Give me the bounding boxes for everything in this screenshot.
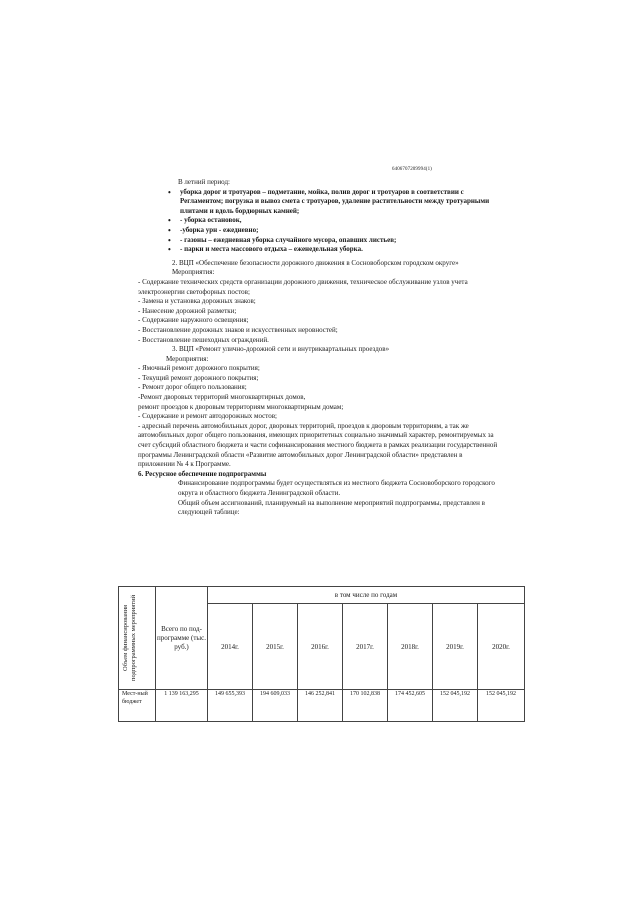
list-item: - Содержание технических средств организации дорожного движения, техническое обслуживание узлов учета электроэнергии светофорных постов; — [138, 277, 468, 296]
list-item: - Восстановление дорожных знаков и искусственных неровностей; — [138, 325, 338, 334]
bullet-icon: • — [168, 216, 171, 226]
cell-source: Мест-ный бюджет — [119, 690, 156, 722]
list-item: • - газоны – ежедневная уборка случайного мусора, опавших листьев; — [168, 235, 397, 245]
list-item: - Восстановление пешеходных ограждений. — [138, 335, 269, 344]
list-item: - Содержание и ремонт автодорожных мостов; — [138, 412, 277, 421]
bullet-icon: • — [168, 225, 171, 235]
cell-value: 152 045,192 — [478, 690, 525, 722]
header-year: 2018г. — [388, 604, 433, 690]
document-body — [138, 178, 498, 518]
bullet-icon: • — [168, 245, 171, 255]
summer-list — [138, 188, 498, 255]
list-item: • - парки и места массового отдыха – еженедельная уборка. — [168, 245, 363, 255]
section6-title: 6. Ресурсное обеспечение подпрограммы — [138, 469, 267, 478]
header-year: 2016г. — [298, 604, 343, 690]
header-source: Объем финансирования подпрограммных мероприятий — [119, 587, 156, 690]
header-years-group: в том числе по годам — [208, 587, 525, 604]
section6-paragraph-1: Финансирование подпрограммы будет осуществляться из местного бюджета Сосновоборского городского округа и областного бюджета Ленинградской области. — [178, 479, 495, 497]
list-item: - Нанесение дорожной разметки; — [138, 306, 237, 315]
bullet-icon: • — [168, 187, 171, 197]
section3-measures-label: Мероприятия: — [166, 354, 209, 363]
section6-paragraph-2: Общий объем ассигнований, планируемый на выполнение мероприятий подпрограммы, представлен в следующей таблице: — [178, 498, 485, 517]
document-code: 6406707209994(1) — [392, 167, 432, 172]
table-row — [119, 690, 525, 722]
section2-measures-label: Мероприятия: — [172, 268, 215, 277]
list-item: • уборка дорог и тротуаров – подметание, мойка, полив дорог и тротуаров в соответствии с Регламентом; погрузка и вывоз смета с тротуаров, удаление растительности между тротуарными плитами и вдоль бордюрных камней; — [168, 187, 490, 215]
list-item: • -уборка урн - ежедневно; — [168, 225, 259, 235]
list-item: - Текущий ремонт дорожного покрытия; — [138, 373, 259, 382]
header-total: Всего по под-программе (тыс. руб.) — [156, 587, 208, 690]
list-item: - Замена и установка дорожных знаков; — [138, 297, 256, 306]
cell-value: 170 102,838 — [343, 690, 388, 722]
list-item: ремонт проездов к дворовым территориям многоквартирным домам; — [138, 402, 344, 411]
header-year: 2020г. — [478, 604, 525, 690]
list-item: - Содержание наружного освещения; — [138, 316, 249, 325]
cell-value: 174 452,605 — [388, 690, 433, 722]
financing-table — [118, 586, 525, 722]
list-item: - Ремонт дорог общего пользования; — [138, 383, 247, 392]
section3-title: 3. ВЦП «Ремонт улично-дорожной сети и внутриквартальных проездов» — [172, 345, 390, 354]
cell-total: 1 139 163,295 — [156, 690, 208, 722]
cell-value: 194 609,033 — [253, 690, 298, 722]
list-item: - адресный перечень автомобильных дорог, дворовых территорий, проездов к дворовым территориям, а так же автомобильных дорог общего пользования, имеющих приоритетных социально значимый характер, ремонтируемых за счет субсидий областного бюджета и части софинансирования местного бюджета в рамках реализации государственной программы Ленинградской области «Развитие автомобильных дорог Ленинградской области» представлен в приложении № 4 к Программе. — [138, 421, 498, 469]
list-item: - Ямочный ремонт дорожного покрытия; — [138, 364, 260, 373]
cell-value: 149 655,393 — [208, 690, 253, 722]
bullet-icon: • — [168, 235, 171, 245]
section2-title: 2. ВЦП «Обеспечение безопасности дорожного движения в Сосновоборском городском округе» — [172, 258, 459, 267]
list-item: • - уборка остановок, — [168, 216, 242, 226]
summer-intro: В летний период: — [178, 178, 230, 186]
header-year: 2014г. — [208, 604, 253, 690]
header-year: 2019г. — [433, 604, 478, 690]
list-item: -Ремонт дворовых территорий многоквартирных домов, — [138, 393, 306, 402]
header-year: 2015г. — [253, 604, 298, 690]
header-year: 2017г. — [343, 604, 388, 690]
cell-value: 146 252,841 — [298, 690, 343, 722]
cell-value: 152 045,192 — [433, 690, 478, 722]
